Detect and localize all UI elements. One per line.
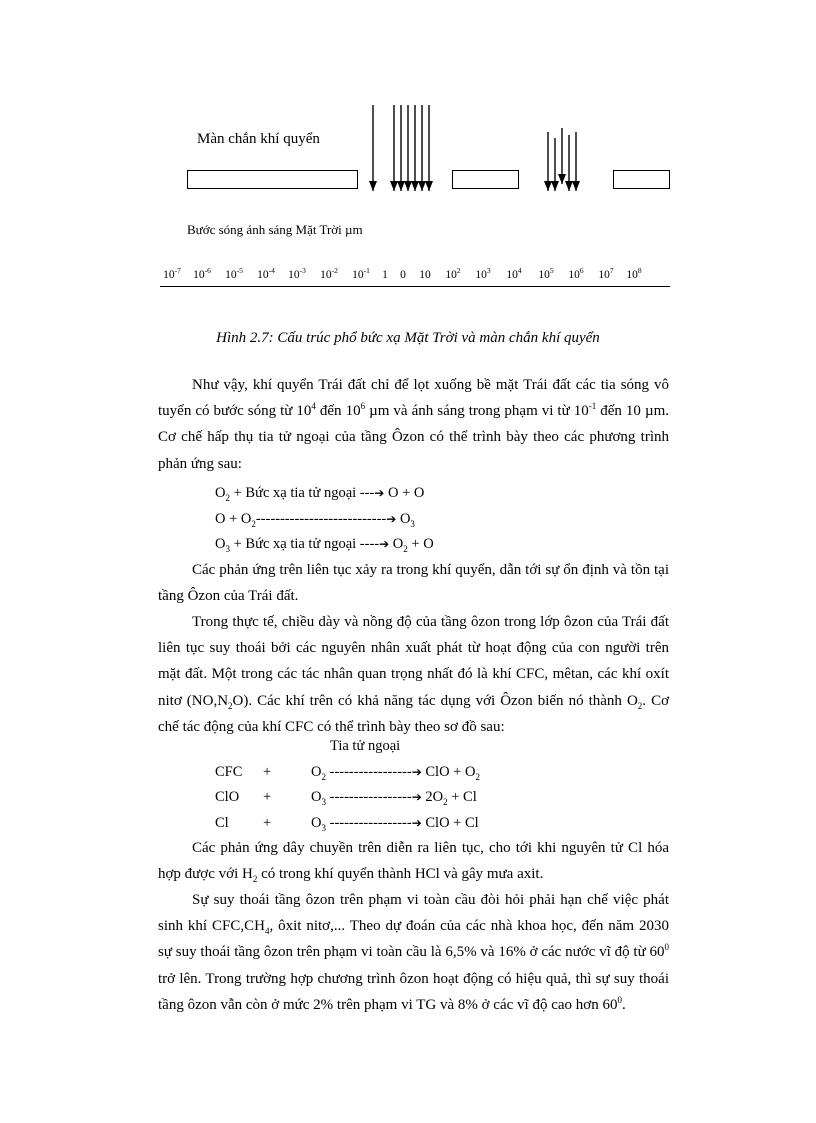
figure-label-wavelength: Bước sóng ánh sáng Mặt Trời µm bbox=[187, 222, 363, 237]
scale-tick-label: $10^{-3}$ bbox=[288, 266, 306, 281]
scale-tick-label: $10^6$ bbox=[568, 266, 584, 281]
scale-tick-label: $10^5$ bbox=[538, 266, 554, 281]
radiation-arrows bbox=[360, 100, 600, 200]
scale-tick-label: $10^7$ bbox=[598, 266, 614, 281]
scale-tick-label: $10^2$ bbox=[445, 266, 461, 281]
scale-tick-label: $10^{-1}$ bbox=[352, 266, 370, 281]
scale-tick-label: 1 bbox=[382, 269, 388, 281]
scale-tick-label: $10^4$ bbox=[506, 266, 522, 281]
wavelength-scale bbox=[160, 266, 670, 287]
cfc-heading: Tia tử ngoại bbox=[330, 738, 401, 754]
arrow-group-1 bbox=[369, 105, 377, 191]
scale-tick-label: 0 bbox=[400, 269, 406, 281]
equation-3: $O_3$ + Bức xạ tia tử ngoại ----➔ $O_2 + O$ bbox=[215, 536, 434, 554]
equation-2: $O + O_2---------------------------➔$ $O_3$ bbox=[215, 511, 415, 529]
paragraph-2: Các phản ứng trên liên tục xảy ra trong khí quyển, dẫn tới sự ổn định và tồn tại tầng Ôzon của Trái đất. bbox=[158, 562, 669, 605]
arrow-icon: ➔ bbox=[374, 486, 385, 500]
arrow-icon: ➔ bbox=[386, 512, 397, 526]
paragraph-5: Sự suy thoái tầng ôzon trên phạm vi toàn cầu đòi hỏi phải hạn chế việc phát sinh khí $CFC,CH_4$, ôxit nitơ,... Theo dự đoán của các nhà khoa học, đến năm 2030 sự suy thoái tầng ôzon trên phạm vi toàn cầu là 6,5% và 16% ở các nước vĩ độ từ $60^0$ trở lên. Trong trường hợp chương trình ôzon hoạt động có hiệu quả, thì sự suy thoái tầng ôzon vẫn còn ở mức 2% trên phạm vi TG và 8% ở các vĩ độ cao hơn $60^0$. bbox=[158, 892, 669, 1013]
scale-tick-label: $10^{-5}$ bbox=[225, 266, 243, 281]
paragraph-1: Như vậy, khí quyển Trái đất chỉ để lọt xuống bề mặt Trái đất các tia sóng vô tuyến có bước sóng từ $10^4$ đến $10^6$ µm và ánh sáng trong phạm vi từ $10^{-1}$ đến 10 µm. Cơ chế hấp thụ tia tử ngoại của tầng Ôzon có thể trình bày theo các phương trình phản ứng sau: bbox=[158, 377, 669, 472]
scale-tick-label: $10^3$ bbox=[475, 266, 491, 281]
scale-tick-label: $10^8$ bbox=[626, 266, 642, 281]
arrow-group-2 bbox=[390, 105, 433, 191]
scale-tick-label: 10 bbox=[419, 269, 431, 281]
paragraph-3: Trong thực tế, chiều dày và nồng độ của tầng ôzon trong lớp ôzon của Trái đất liên tục suy thoái bởi các nguyên nhân xuất phát từ hoạt động của con người trên mặt đất. Một trong các tác nhân quan trọng nhất đó là khí CFC, mêtan, các khí oxít nitơ $(NO,N_2O)$. Các khí trên có khả năng tác dụng với Ôzon biến nó thành $O_2$. Cơ chế tác động của khí CFC có thể trình bày theo sơ đồ sau: bbox=[158, 614, 670, 735]
barrier-block-3 bbox=[613, 170, 670, 189]
equation-1: $O_2$ + Bức xạ tia tử ngoại ---➔ O + O bbox=[215, 485, 425, 503]
arrow-icon: ➔ bbox=[411, 765, 422, 779]
scale-tick-label: $10^{-2}$ bbox=[320, 266, 338, 281]
arrow-icon: ➔ bbox=[411, 790, 422, 804]
arrow-icon: ➔ bbox=[411, 816, 422, 830]
figure-label-barrier: Màn chắn khí quyển bbox=[197, 131, 320, 147]
scale-tick-label: $10^{-6}$ bbox=[193, 266, 211, 281]
barrier-block-1 bbox=[187, 170, 358, 189]
scale-tick-label: $10^{-7}$ bbox=[163, 266, 181, 281]
arrow-icon: ➔ bbox=[379, 537, 390, 551]
paragraph-4: Các phản ứng dây chuyền trên diễn ra liên tục, cho tới khi nguyên tử Cl hóa hợp được với $H_2$ có trong khí quyển thành HCl và gây mưa axit. bbox=[158, 840, 669, 885]
scale-tick-label: $10^{-4}$ bbox=[257, 266, 275, 281]
figure-caption: Hình 2.7: Cấu trúc phổ bức xạ Mặt Trời và màn chắn khí quyển bbox=[216, 330, 600, 346]
arrow-group-3 bbox=[544, 128, 580, 191]
